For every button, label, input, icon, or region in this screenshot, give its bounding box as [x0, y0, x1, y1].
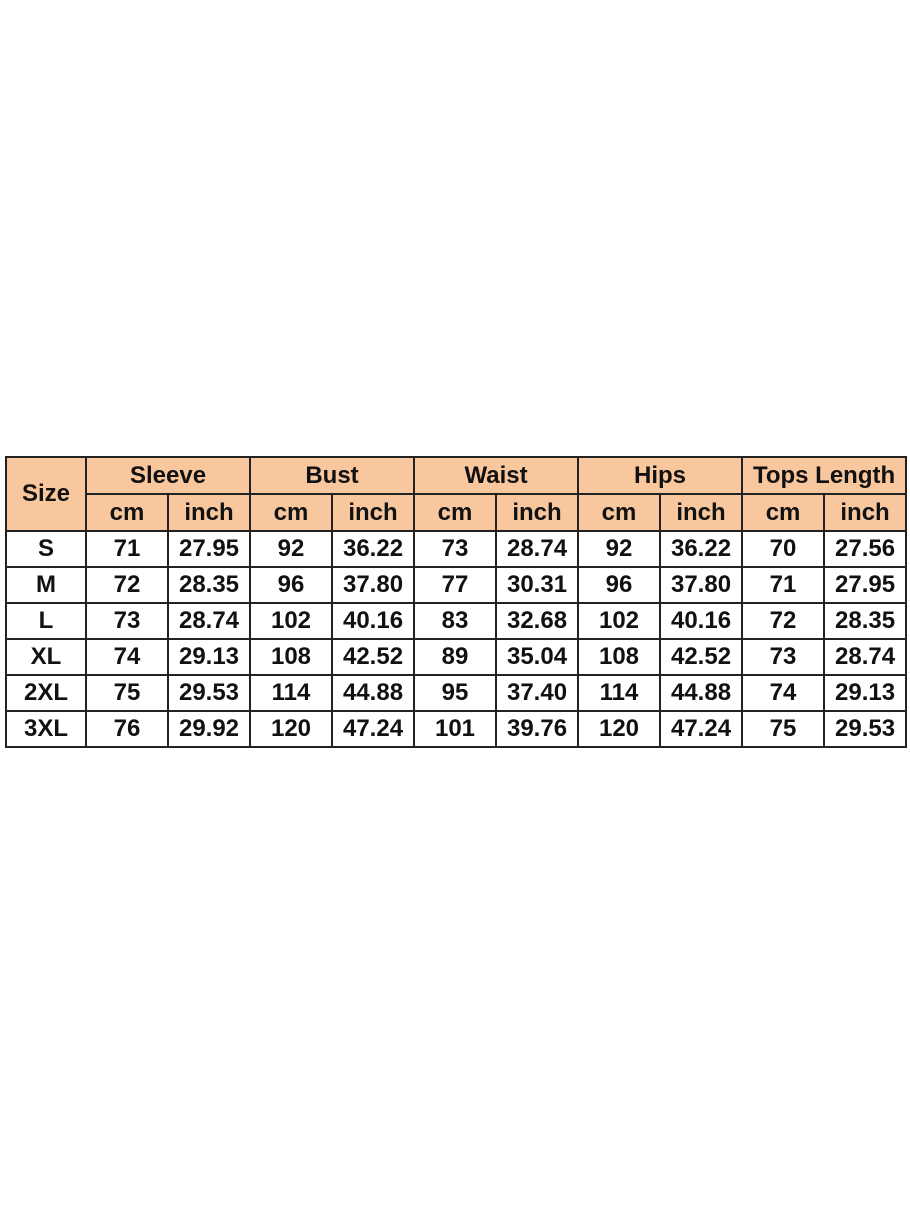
measurement-cell: 96: [578, 567, 660, 603]
measurement-cell: 27.95: [168, 531, 250, 567]
measurement-cell: 71: [86, 531, 168, 567]
size-chart-table: [5, 456, 907, 748]
measurement-cell: 70: [742, 531, 824, 567]
measurement-cell: 39.76: [496, 711, 578, 747]
table-row: [6, 531, 906, 567]
size-chart-body: [6, 531, 906, 747]
unit-header: cm: [86, 494, 168, 531]
measurement-cell: 74: [742, 675, 824, 711]
table-row: [6, 567, 906, 603]
measurement-cell: 73: [742, 639, 824, 675]
measurement-cell: 37.80: [660, 567, 742, 603]
measurement-cell: 72: [86, 567, 168, 603]
measurement-cell: 29.13: [824, 675, 906, 711]
measurement-cell: 30.31: [496, 567, 578, 603]
unit-header: cm: [250, 494, 332, 531]
measurement-cell: 72: [742, 603, 824, 639]
size-cell: 2XL: [6, 675, 86, 711]
measurement-cell: 27.56: [824, 531, 906, 567]
measurement-cell: 29.92: [168, 711, 250, 747]
measurement-cell: 36.22: [660, 531, 742, 567]
measurement-cell: 96: [250, 567, 332, 603]
measurement-cell: 40.16: [332, 603, 414, 639]
group-header-waist: Waist: [414, 457, 578, 494]
measurement-cell: 47.24: [660, 711, 742, 747]
measurement-cell: 37.80: [332, 567, 414, 603]
size-cell: XL: [6, 639, 86, 675]
unit-header: inch: [824, 494, 906, 531]
measurement-cell: 28.74: [496, 531, 578, 567]
measurement-cell: 120: [250, 711, 332, 747]
measurement-cell: 73: [414, 531, 496, 567]
measurement-cell: 102: [578, 603, 660, 639]
measurement-cell: 37.40: [496, 675, 578, 711]
group-header-row: [6, 457, 906, 494]
measurement-cell: 83: [414, 603, 496, 639]
measurement-cell: 29.53: [824, 711, 906, 747]
measurement-cell: 75: [86, 675, 168, 711]
size-cell: 3XL: [6, 711, 86, 747]
size-chart: [5, 456, 905, 748]
measurement-cell: 28.74: [824, 639, 906, 675]
measurement-cell: 35.04: [496, 639, 578, 675]
group-header-bust: Bust: [250, 457, 414, 494]
size-header: Size: [6, 457, 86, 531]
measurement-cell: 120: [578, 711, 660, 747]
table-row: [6, 675, 906, 711]
measurement-cell: 114: [250, 675, 332, 711]
measurement-cell: 36.22: [332, 531, 414, 567]
table-row: [6, 603, 906, 639]
measurement-cell: 108: [250, 639, 332, 675]
measurement-cell: 28.74: [168, 603, 250, 639]
measurement-cell: 28.35: [168, 567, 250, 603]
measurement-cell: 74: [86, 639, 168, 675]
table-row: [6, 639, 906, 675]
measurement-cell: 32.68: [496, 603, 578, 639]
unit-header: cm: [414, 494, 496, 531]
unit-header: inch: [660, 494, 742, 531]
measurement-cell: 44.88: [332, 675, 414, 711]
measurement-cell: 42.52: [332, 639, 414, 675]
measurement-cell: 92: [250, 531, 332, 567]
unit-header-row: [6, 494, 906, 531]
unit-header: inch: [496, 494, 578, 531]
group-header-tops-length: Tops Length: [742, 457, 906, 494]
table-row: [6, 711, 906, 747]
measurement-cell: 42.52: [660, 639, 742, 675]
measurement-cell: 27.95: [824, 567, 906, 603]
unit-header: cm: [578, 494, 660, 531]
measurement-cell: 76: [86, 711, 168, 747]
measurement-cell: 73: [86, 603, 168, 639]
measurement-cell: 101: [414, 711, 496, 747]
group-header-sleeve: Sleeve: [86, 457, 250, 494]
measurement-cell: 29.53: [168, 675, 250, 711]
measurement-cell: 71: [742, 567, 824, 603]
measurement-cell: 77: [414, 567, 496, 603]
measurement-cell: 75: [742, 711, 824, 747]
measurement-cell: 47.24: [332, 711, 414, 747]
measurement-cell: 28.35: [824, 603, 906, 639]
size-cell: L: [6, 603, 86, 639]
unit-header: inch: [168, 494, 250, 531]
unit-header: cm: [742, 494, 824, 531]
size-cell: S: [6, 531, 86, 567]
measurement-cell: 92: [578, 531, 660, 567]
size-cell: M: [6, 567, 86, 603]
measurement-cell: 108: [578, 639, 660, 675]
group-header-hips: Hips: [578, 457, 742, 494]
measurement-cell: 89: [414, 639, 496, 675]
measurement-cell: 44.88: [660, 675, 742, 711]
measurement-cell: 102: [250, 603, 332, 639]
measurement-cell: 40.16: [660, 603, 742, 639]
measurement-cell: 95: [414, 675, 496, 711]
unit-header: inch: [332, 494, 414, 531]
measurement-cell: 114: [578, 675, 660, 711]
measurement-cell: 29.13: [168, 639, 250, 675]
